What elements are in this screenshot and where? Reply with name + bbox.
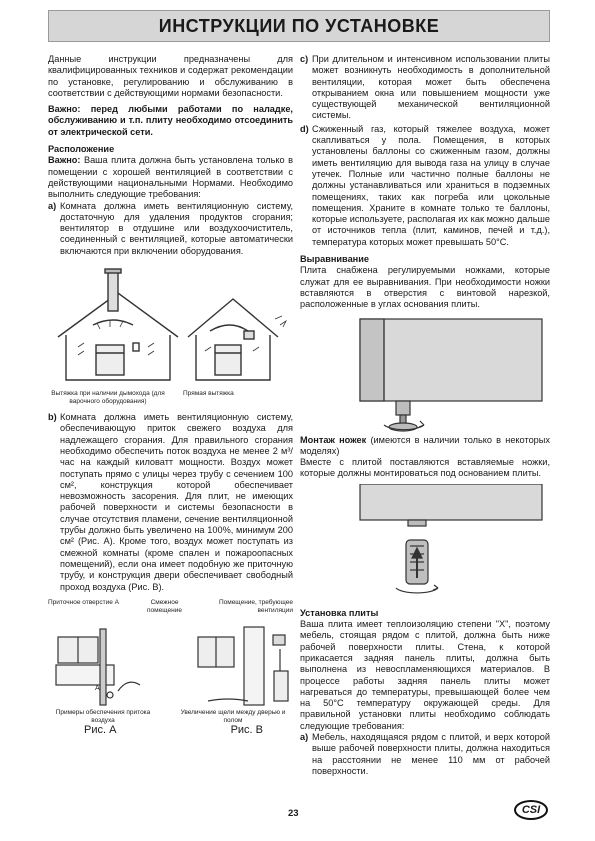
item-a-text: Комната должна иметь вентиляционную систему, достаточную для удаления продуктов сгорания; вентилятор в отдушине или воздухоочиститель, соединенный с вентиляцией, которые автоматически включаются при включении оборудования. (60, 200, 293, 256)
leveling-foot-illustration (300, 315, 550, 433)
install-heading: Установка плиты (300, 607, 379, 618)
fig1-caption-left: Вытяжка при наличии дымохода (для варочного оборудования) (51, 390, 165, 406)
fig2-label-inlet: Приточное отверстие A (48, 598, 119, 606)
air-inlet-illustration (48, 615, 293, 707)
item-install-a (300, 732, 550, 777)
location-heading: Расположение (48, 144, 115, 155)
item-install-a-mark: a) (300, 731, 309, 742)
fig1-caption-right: Прямая вытяжка (183, 390, 234, 398)
location-text: Ваша плита должна быть установлена только в помещении с хорошей вентиляцией в соответствии с действующими национальными Нормами. Необходимо выполнить следующие требования: (48, 155, 293, 200)
item-d-mark: d) (300, 123, 309, 134)
item-c (300, 54, 550, 122)
fig2-caption-b: Увеличение щели между дверью и полом (180, 708, 286, 724)
fig2-label-room: Помещение, требующее вентиляции (218, 598, 293, 614)
location-lead: Важно: (48, 155, 81, 166)
leveling-paragraph: Плита снабжена регулируемыми ножками, которые служат для ее выравнивания. При необходимости ножки вставляются в отверстия с винтовой нарезкой, расположенные в углах основания плиты. (300, 265, 550, 310)
ventilation-illustration (48, 265, 293, 400)
ventilation-figure (48, 265, 293, 406)
fig2-caption-a: Примеры обеспечения притока воздуха (55, 708, 151, 724)
intro-paragraph: Данные инструкции предназначены для квалифицированных техников и содержат рекомендации по установке, регулированию и обслуживанию в соответствии с действующими нормами безопасности. (48, 54, 293, 98)
item-c-text: При длительном и интенсивном использовании плиты может возникнуть необходимость в дополнительной вентиляции, которая может быть обеспечена открыванием окна или повышением мощности уже существующей механической вентиляционной системы. (312, 54, 550, 121)
install-paragraph: Ваша плита имеет теплоизоляцию степени "X", поэтому мебель, стоящая рядом с плитой, должна быть ниже рабочей поверхности плиты. Стена, к которой прикасается задняя панель плиты, должна быть выполнена из невоспламеняющихся материалов. В процессе работы задняя панель плиты может нагреваться до температуры, превышающей более чем на 50°C температуру окружающей среды. Для правильной установки плиты необходимо соблюдать следующие требования: (300, 619, 550, 731)
item-install-a-text: Мебель, находящаяся рядом с плитой, и верх которой выше рабочей поверхности плиты, должна находиться на расстоянии не менее 110 мм от рабочей поверхности. (312, 731, 550, 776)
location-paragraph (48, 155, 293, 200)
item-b (48, 412, 293, 593)
leg-install-figure (300, 484, 550, 602)
leveling-foot-figure (300, 315, 550, 433)
page-title: ИНСТРУКЦИИ ПО УСТАНОВКЕ (158, 15, 440, 36)
legs-paragraph (300, 435, 550, 458)
item-a (48, 201, 293, 257)
item-d (300, 124, 550, 248)
item-c-mark: c) (300, 54, 309, 64)
csi-logo: CSI (514, 800, 548, 820)
item-a-mark: a) (48, 200, 57, 211)
item-d-text: Сжиженный газ, который тяжелее воздуха, может скапливаться у пола. Помещения, в которых установлены баллоны со сжиженным газом, должны иметь вентиляцию для вывода газа на улицу в случае утечек. Полные или частично полные баллоны не должны устанавливаться или храниться в подземных помещениях, таких как погреба или цокольные помещения. Храните в комнате только те баллоны, которые используете, располагая их как можно дальше от источников тепла (плит, каминов, печей и т.д.), температура которых может превышать 50°C. (312, 123, 550, 247)
left-column (48, 54, 293, 736)
legs-note: (имеются в наличии только в некоторых моделях) (300, 434, 550, 456)
right-column (300, 54, 550, 777)
air-inlet-figure (48, 599, 293, 736)
title-bar (48, 10, 550, 42)
fig2-letter-a: A (95, 684, 100, 692)
page-number: 23 (288, 808, 299, 819)
fig-b-label: Рис. B (230, 723, 263, 736)
important-warning: Важно: перед любыми работами по наладке, обслуживанию и т.п. плиту необходимо отсоединить от электрической сети. (48, 104, 293, 137)
item-b-text: Комната должна иметь вентиляционную систему, обеспечивающую приток свежего воздуха для надлежащего сгорания. Для правильного сгорания необходимо обеспечить поток воздуха не менее 2 м³/час на каждый киловатт мощности. Воздух может поступать прямо с улицы через трубу с сечением 100 см², конструкция которой обеспечивает невозможность засорения. Для плит, не имеющих рабочей поверхности и системы безопасности в случае отсутствия пламени, сечение вентиляционной трубы должно быть увеличено на 100%, минимум 200 см² (Рис. A). Кроме того, воздух может поступать из смежной комнаты (кроме спален и пожароопасных помещений), если она имеет подобную же приточную трубу, и конструкция двери обеспечивает свободный проход воздуха (Рис. B). (60, 412, 293, 592)
leveling-heading: Выравнивание (300, 254, 369, 265)
fig2-label-adjacent: Смежное помещение (147, 598, 182, 614)
legs-heading: Монтаж ножек (300, 434, 367, 445)
legs-text: Вместе с плитой поставляются вставляемые ножки, которые должны монтироваться под основанием плиты. (300, 457, 550, 479)
fig-a-label: Рис. A (84, 723, 117, 736)
item-b-mark: b) (48, 412, 57, 423)
leg-install-illustration (300, 484, 550, 602)
